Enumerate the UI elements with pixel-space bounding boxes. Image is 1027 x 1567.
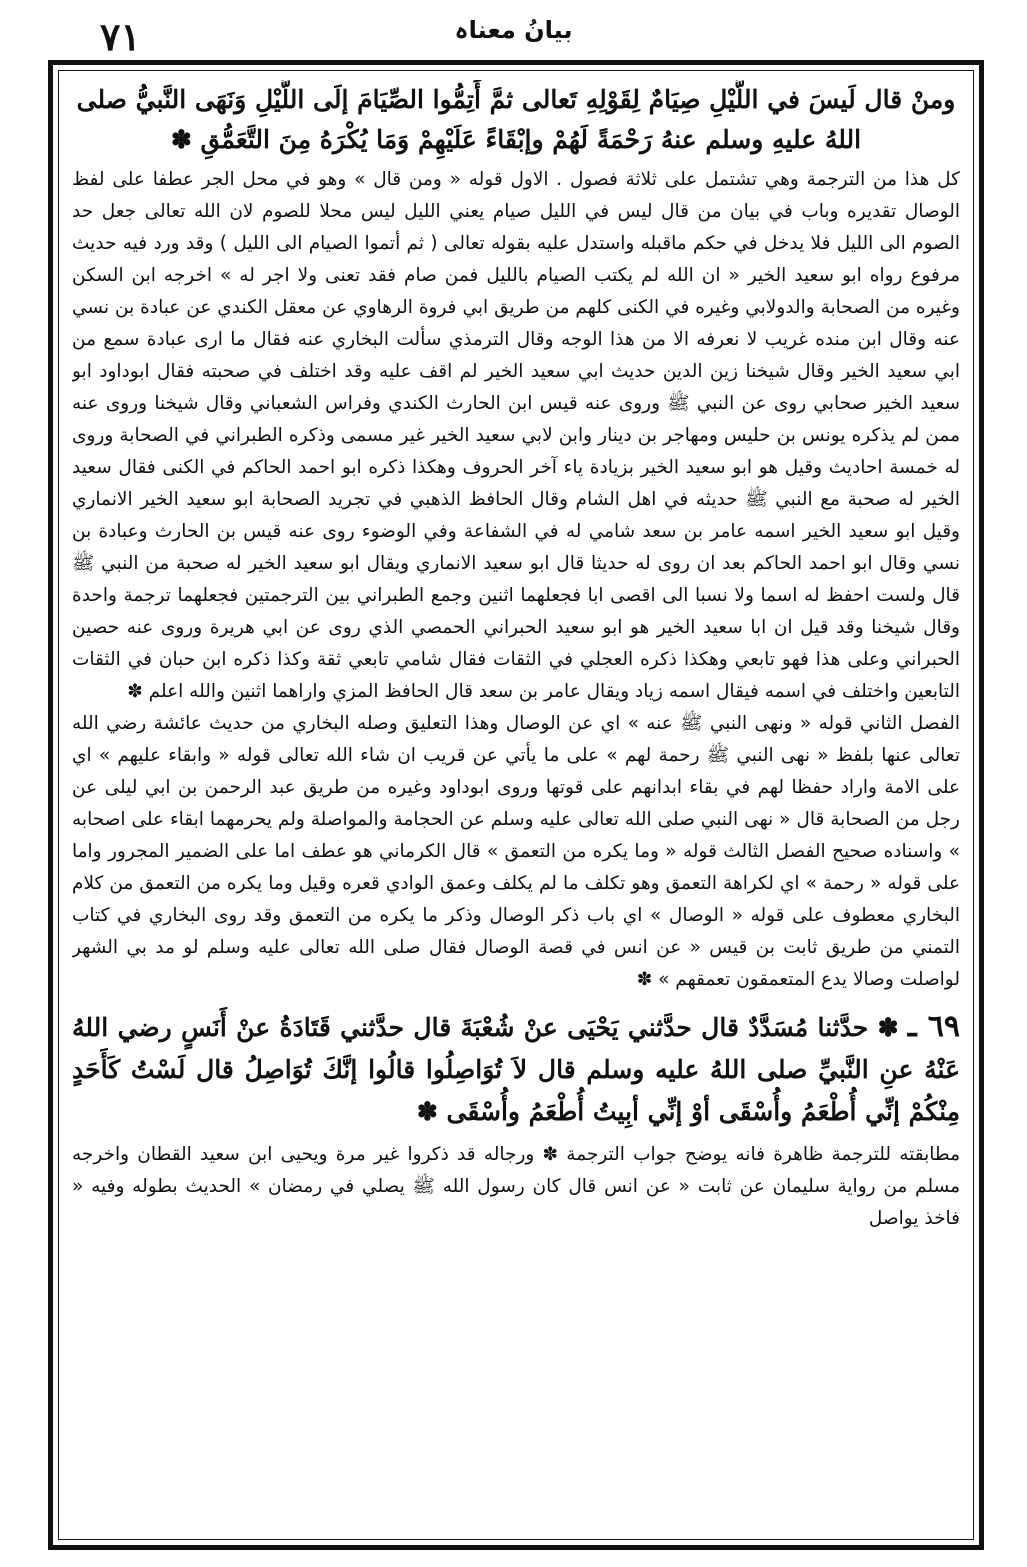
commentary-paragraph: كل هذا من الترجمة وهي تشتمل على ثلاثة فصول . الاول قوله « ومن قال » وهو في محل الجر عطفا على لفظ الوصال تقديره وباب في بيان من قال ليس في الليل صيام يعني الليل ليس محلا للصوم لان الله تعالى جعل حد الصوم الى الليل فلا يدخل في حكم ماقبله واستدل عليه بقوله تعالى ( ثم أتموا الصيام الى الليل ) وقد ورد فيه حديث مرفوع رواه ابو سعيد الخير « ان الله لم يكتب الصيام بالليل فمن صام فقد تعنى ولا اجر له » اخرجه ابن السكن وغيره من الصحابة والدولابي وغيره في الكنى كلهم من طريق ابي فروة الرهاوي عن معقل الكندي عن عبادة بن نسي عنه وقال ابن منده غريب لا نعرفه الا من هذا الوجه وقال الترمذي سألت البخاري عنه فقال ما ارى عبادة سمع من ابي سعيد الخير وقال شيخنا زين الدين حديث ابي سعيد الخير لم اقف عليه وقد اختلف في صحبته فقال ابوداود ابو سعيد الخير صحابي روى عن النبي ﷺ وروى عنه قيس ابن الحارث الكندي وفراس الشعباني وقال شيخنا وروى عنه ممن لم يذكره يونس بن حليس ومهاجر بن دينار وابن لابي سعيد الخير غير مسمى وذكره الطبراني في الصحابة وروى له خمسة احاديث وقيل هو ابو سعيد الخير بزيادة ياء آخر الحروف وهكذا ذكره ابو احمد الحاكم في الكنى فقال سعيد الخير له صحبة مع النبي ﷺ حديثه في اهل الشام وقال الحافظ الذهبي في تجريد الصحابة ابو سعيد الخير الانماري وقيل ابو سعيد الخير اسمه عامر بن سعد شامي له في الشفاعة وفي الوضوء روى عنه قيس بن الحارث وعبادة بن نسي وقال ابو احمد الحاكم بعد ان روى له حديثا قال ابو سعيد الانماري ويقال ابو سعيد الخير له صحبة من النبي ﷺ قال ولست احفظ له اسما ولا نسبا الى اقصى ابا فجعلهما اثنين وجمع الطبراني بين الترجمتين فجعلهما ترجمة واحدة وقال شيخنا وقد قيل ان ابا سعيد الخير هو ابو سعيد الحبراني الحمصي الذي روى عن ابي هريرة وروى عنه حصين الحبراني وعلى هذا فهو تابعي وهكذا ذكره العجلي في الثقات فقال شامي تابعي ثقة وكذا ذكره ابن حبان في الثقات التابعين واختلف في اسمه فيقال اسمه زياد ويقال عامر بن سعد قال الحافظ المزي واراهما اثنين والله اعلم ✽ — [72, 169, 960, 702]
hadith-body: ✽ حدَّثنا مُسَدَّدٌ قال حدَّثني يَحْيَى عنْ شُعْبَةَ قال حدَّثني قَتَادَةُ عنْ أَنَسٍ رضي اللهُ عَنْهُ عنِ النَّبيِّ صلى اللهُ عليه وسلم قال لاَ تُوَاصِلُوا قالُوا إنَّكَ تُوَاصِلُ قال لَسْتُ كَأَحَدٍ مِنْكُمْ إنِّي أُطْعَمُ وأُسْقَى أوْ إنِّي أبِيتُ أُطْعَمُ وأُسْقَى ✽ — [72, 1013, 960, 1126]
commentary-paragraph: مطابقته للترجمة ظاهرة فانه يوضح جواب الترجمة ✽ ورجاله قد ذكروا غير مرة ويحيى ابن سعيد القطان واخرجه مسلم من رواية سليمان عن ثابت « عن انس قال كان رسول الله ﷺ يصلي في رمضان » الحديث بطوله وفيه « فاخذ يواصل — [72, 1144, 960, 1229]
chapter-heading: ومنْ قال لَيسَ في اللَّيْلِ صِيَامٌ لِقَوْلِهِ تَعالى ثمَّ أَتِمُّوا الصِّيَامَ إلَى اللَّيْلِ وَنَهَى النَّبيُّ صلى اللهُ عليهِ وسلم عنهُ رَحْمَةً لَهُمْ وإبْقَاءً عَلَيْهِمْ وَمَا يُكْرَهُ مِنَ التَّعَمُّقِ ✽ — [76, 85, 956, 154]
page-content — [72, 80, 960, 1530]
hadith-text — [72, 1006, 960, 1133]
commentary-paragraph: الفصل الثاني قوله « ونهى النبي ﷺ عنه » اي عن الوصال وهذا التعليق وصله البخاري من حديث عائشة رضي الله تعالى عنها بلفظ « نهى النبي ﷺ رحمة لهم » على ما يأتي عن قريب ان شاء الله تعالى قوله « وابقاء عليهم » اي على الامة واراد حفظا لهم في بقاء ابدانهم على قوتها وروى ابوداود وغيره من طريق عبد الرحمن بن ابي ليلى عن رجل من الصحابة قال « نهى النبي صلى الله تعالى عليه وسلم عن الحجامة والمواصلة ولم يحرمهما ابقاء على اصحابه » واسناده صحيح الفصل الثالث قوله « وما يكره من التعمق » قال الكرماني هو عطف اما على الضمير المجرور واما على قوله « رحمة » اي لكراهة التعمق وهو تكلف ما لم يكلف وعمق الوادي قعره وقيل وما يكره من التعمق من كلام البخاري معطوف على قوله « الوصال » اي باب ذكر الوصال وذكر ما يكره من التعمق وقد روى البخاري في كتاب التمني من طريق ثابت بن قيس « عن انس في قصة الوصال فقال صلى الله تعالى عليه وسلم لو مد بي الشهر لواصلت وصالا يدع المتعمقون تعمقهم » ✽ — [72, 713, 960, 990]
page-number: ٧١ — [100, 14, 141, 59]
commentary-section — [72, 164, 960, 996]
hadith-number: ٦٩ ـ — [907, 1009, 960, 1044]
commentary-section-2 — [72, 1139, 960, 1235]
page-header — [0, 8, 1027, 60]
running-title: بیانُ معناہ — [454, 16, 573, 44]
